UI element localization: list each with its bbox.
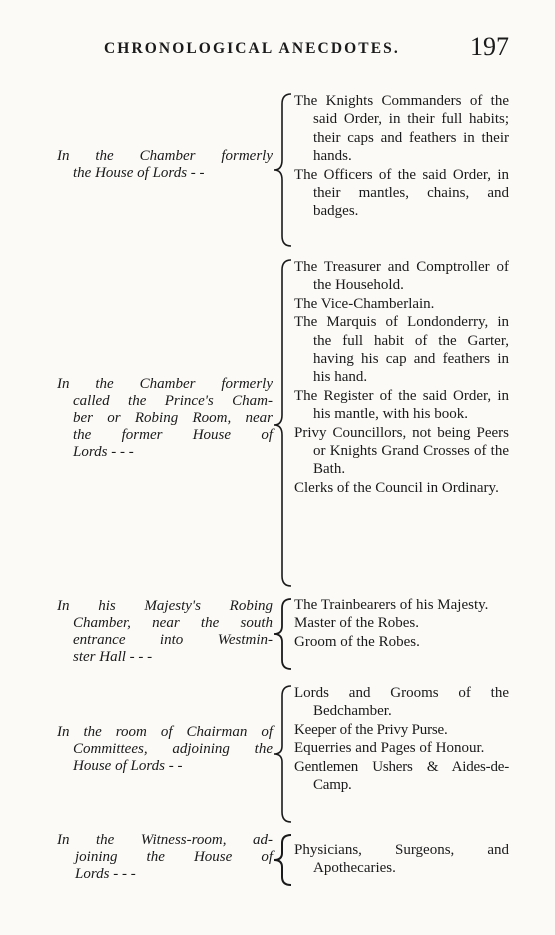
entry-attendees bbox=[294, 596, 509, 651]
location-line: Committees, adjoining the bbox=[73, 741, 273, 757]
entry-location bbox=[57, 832, 273, 883]
location-line: Chamber, near the south bbox=[73, 615, 273, 631]
attendee-item: Groom of the Robes. bbox=[294, 633, 420, 650]
curly-brace-icon bbox=[271, 92, 293, 248]
attendee-item: Physicians, Surgeons, and Apothecaries. bbox=[294, 842, 509, 877]
attendee-item: The Trainbearers of his Majesty. bbox=[294, 597, 489, 613]
attendee-item: Gentlemen Ushers & Aides-de-Camp. bbox=[294, 758, 509, 794]
location-line: the former House of bbox=[73, 427, 273, 443]
page-number: 197 bbox=[470, 32, 509, 61]
location-line: entrance into Westmin- bbox=[73, 632, 273, 648]
location-line: Lords - - - bbox=[75, 866, 136, 882]
entry-location bbox=[57, 598, 273, 666]
location-line: In the room of Chairman of bbox=[57, 724, 273, 740]
curly-brace-icon bbox=[271, 596, 293, 672]
attendee-item: The Treasurer and Comptroller of the Household. bbox=[294, 259, 509, 294]
attendee-item: The Officers of the said Order, in their mantles, chains, and badges. bbox=[294, 166, 509, 220]
attendee-item: The Knights Commanders of the said Order, in their full habits; their caps and feathers in their hands. bbox=[294, 93, 509, 165]
location-line: In the Witness-room, ad- bbox=[57, 832, 273, 848]
attendee-item: Master of the Robes. bbox=[294, 615, 419, 632]
entry-attendees bbox=[294, 258, 509, 497]
entry-location bbox=[57, 148, 273, 182]
location-line: House of Lords - - bbox=[73, 758, 183, 774]
running-head: CHRONOLOGICAL ANECDOTES. bbox=[104, 40, 400, 57]
attendee-item: Lords and Grooms of the Bedchamber. bbox=[294, 685, 509, 720]
entry-attendees bbox=[294, 684, 509, 794]
page-header bbox=[0, 30, 555, 64]
location-line: ber or Robing Room, near bbox=[73, 410, 273, 426]
location-line: Lords - - - bbox=[73, 444, 134, 460]
entry-attendees bbox=[294, 841, 509, 878]
attendee-item: The Marquis of Londonderry, in the full habit of the Garter, having his cap and feathers in his hand. bbox=[294, 314, 509, 386]
attendee-item: Keeper of the Privy Purse. bbox=[294, 721, 448, 738]
curly-brace-icon bbox=[271, 684, 293, 824]
entry-attendees bbox=[294, 92, 509, 221]
location-line: joining the House of bbox=[75, 849, 273, 865]
location-line: called the Prince's Cham- bbox=[73, 393, 273, 409]
location-line: the House of Lords - - bbox=[73, 165, 205, 181]
attendee-item: The Vice-Chamberlain. bbox=[294, 295, 435, 312]
entry-location bbox=[57, 724, 273, 775]
curly-brace-icon bbox=[271, 832, 293, 888]
entry-location bbox=[57, 376, 273, 461]
attendee-item: Clerks of the Council in Ordinary. bbox=[294, 479, 499, 496]
attendee-item: Equerries and Pages of Honour. bbox=[294, 740, 485, 757]
attendee-item: Privy Councillors, not being Peers or Knights Grand Crosses of the Bath. bbox=[294, 424, 509, 478]
attendee-item: The Register of the said Order, in his mantle, with his book. bbox=[294, 387, 509, 423]
curly-brace-icon bbox=[271, 258, 293, 588]
location-line: In the Chamber formerly bbox=[57, 148, 273, 164]
location-line: In the Chamber formerly bbox=[57, 376, 273, 392]
location-line: In his Majesty's Robing bbox=[57, 598, 273, 614]
location-line: ster Hall - - - bbox=[73, 649, 153, 665]
